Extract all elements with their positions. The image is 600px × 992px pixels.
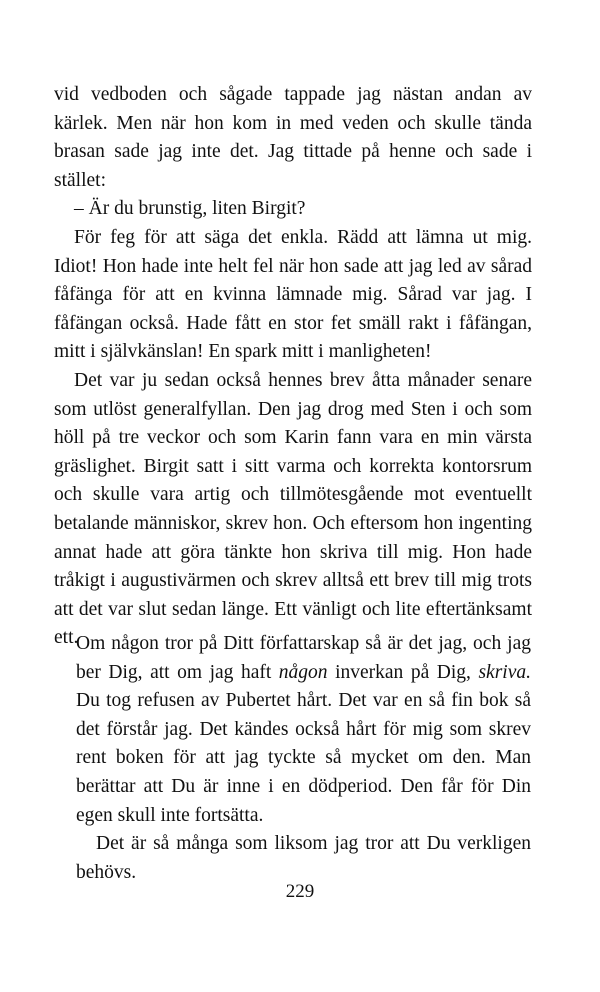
paragraph: För feg för att säga det enkla. Rädd att lämna ut mig. Idiot! Hon hade inte helt fel när hon sade att jag led av sårad fåfänga för att en kvinna lämnade mig. Sårad var jag. I fåfängan också. Hade fått en stor fet smäll rakt i fåfängan, mitt i självkänslan! En spark mitt i manligheten!	[54, 226, 532, 363]
page-number: 229	[285, 881, 315, 902]
paragraph: vid vedboden och sågade tappade jag nästan andan av kärlek. Men när hon kom in med veden och skulle tända brasan sade jag inte det. Jag tittade på henne och sade i stället:	[54, 84, 532, 191]
emphasis: skriva.	[478, 661, 531, 683]
letter-paragraph: Det är så många som liksom jag tror att Du verkligen behövs.	[76, 833, 531, 883]
letter-paragraph	[76, 630, 531, 830]
letter-text: Du tog refusen av Pubertet hårt. Det var en så fin bok så det förstår jag. Det kändes också hårt för mig som skrev rent boken för att jag tyckte så mycket om den. Man berättar att Du är inne i en dödperiod. Den får för Din egen skull inte fortsätta.	[76, 690, 531, 826]
paragraph: Det var ju sedan också hennes brev åtta månader senare som utlöst generalfyllan. Den jag drog med Sten i och som höll på tre veckor och som Karin fann vara en min värsta gräslighet. Birgit satt i sitt varma och korrekta kontorsrum och skulle vara artig och tillmötesgående mot eventuellt betalande människor, skrev hon. Och eftersom hon ingenting annat hade att göra tänkte hon skriva till mig. Hon hade tråkigt i augustivärmen och skrev alltså ett brev till mig trots att det var slut sedan länge. Ett vänligt och lite eftertänksamt ett.	[54, 369, 532, 649]
dialogue-line: – Är du brunstig, liten Birgit?	[74, 198, 306, 220]
letter-text: Om någon tror på Ditt författarskap så är det jag, och jag ber Dig, att om jag haft	[76, 633, 531, 683]
quoted-letter	[76, 630, 531, 887]
body-text	[54, 81, 532, 653]
emphasis: någon	[278, 661, 328, 683]
letter-text: inverkan på Dig,	[327, 661, 479, 683]
